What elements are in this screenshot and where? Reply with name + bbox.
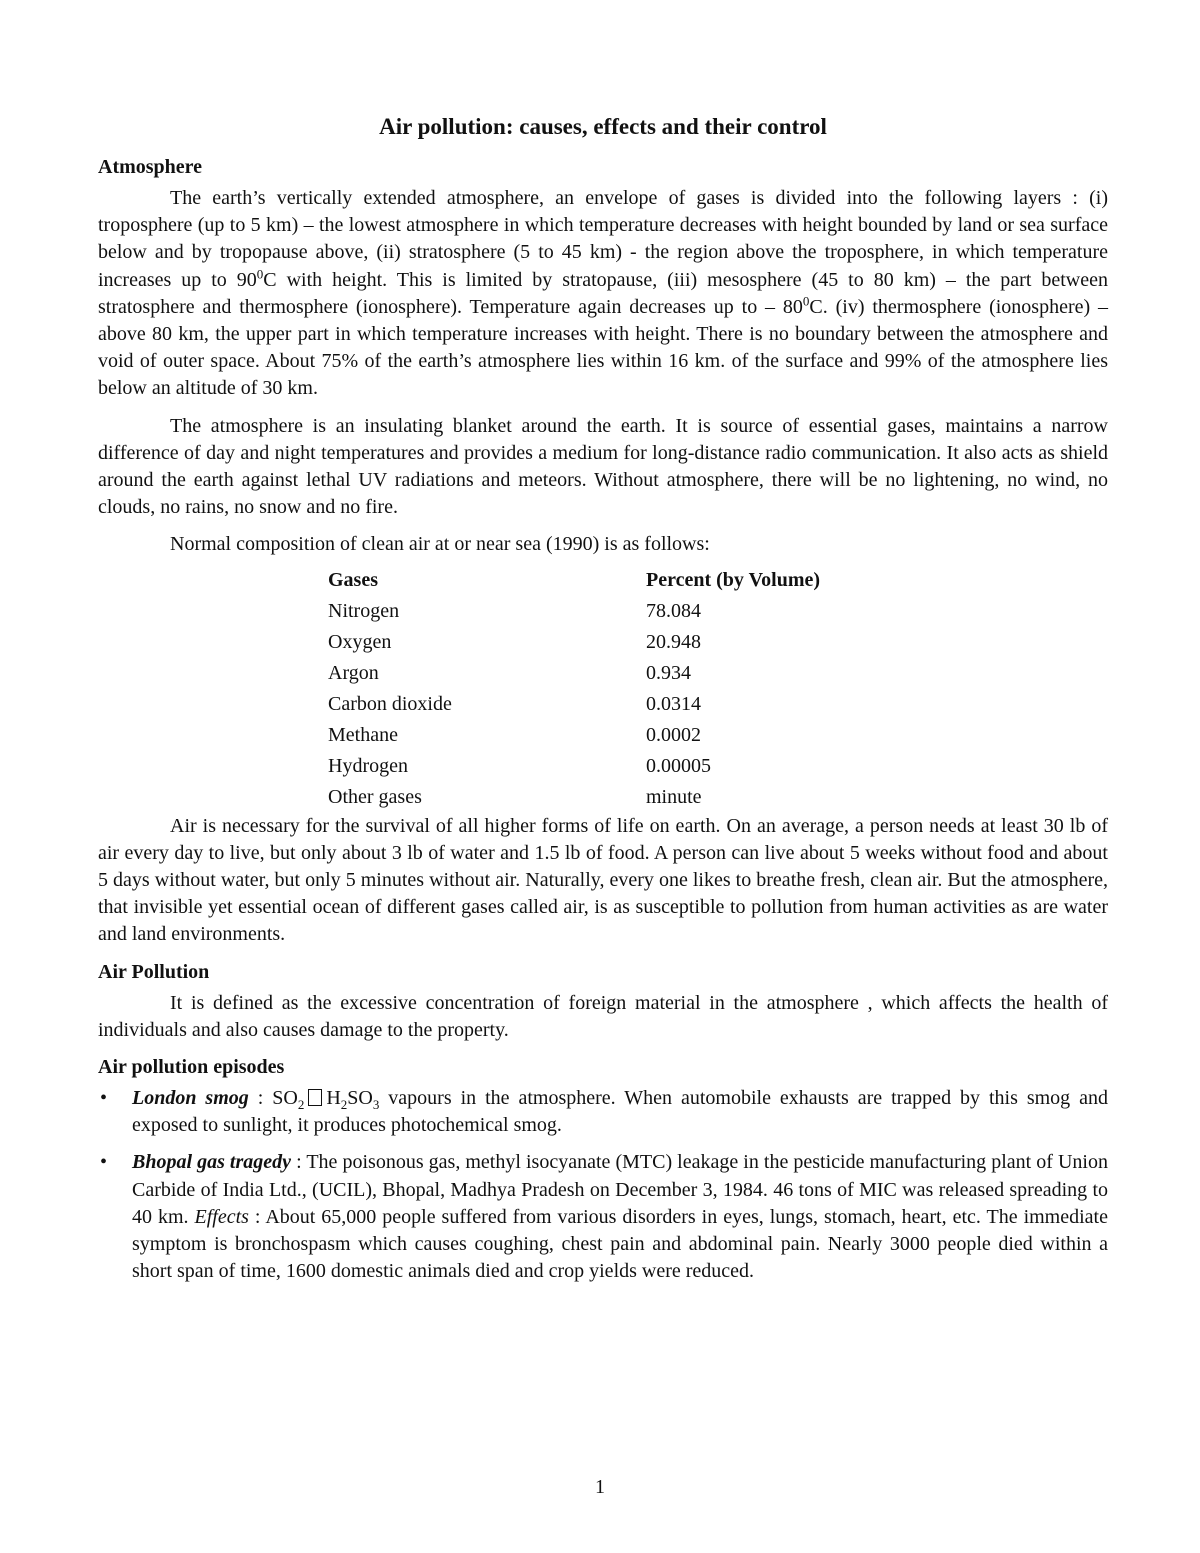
gas-name-cell: Oxygen xyxy=(328,630,392,653)
formula-so2 xyxy=(272,1087,305,1113)
degree-superscript: 0 xyxy=(256,265,264,281)
formula-text: SO xyxy=(272,1087,298,1110)
term-separator: : xyxy=(291,1151,307,1174)
term-separator: : xyxy=(248,1087,273,1110)
gas-percent-cell: 78.084 xyxy=(646,599,701,622)
term-bhopal-gas-tragedy: Bhopal gas tragedy xyxy=(132,1151,292,1174)
table-row xyxy=(328,782,906,813)
formula-subscript: 2 xyxy=(340,1097,348,1113)
episodes-heading: Air pollution episodes xyxy=(98,1056,285,1079)
gas-name-cell: Nitrogen xyxy=(328,599,400,622)
gas-name-cell: Other gases xyxy=(328,785,422,808)
term-london-smog: London smog xyxy=(132,1087,249,1110)
page-number: 1 xyxy=(595,1476,605,1498)
list-item-london-smog xyxy=(98,1085,1108,1139)
episodes-list xyxy=(98,1085,1108,1285)
bullet-icon: • xyxy=(100,1151,108,1174)
composition-intro: Normal composition of clean air at or near sea (1990) is as follows: xyxy=(170,533,710,556)
table-row xyxy=(328,596,906,627)
atmosphere-heading: Atmosphere xyxy=(98,156,203,178)
atmosphere-layers-paragraph xyxy=(98,185,1108,403)
gas-percent-cell: minute xyxy=(646,785,702,808)
document-title: Air pollution: causes, effects and their control xyxy=(379,114,827,139)
document-page xyxy=(98,112,1108,1295)
bhopal-description: The poisonous gas, methyl isocyanate (MTC) leakage in the pesticide manufacturing plant of Union Carbide of India Ltd., (UCIL), Bhopal, Madhya Pradesh on December 3, 1984. 46 tons of MIC was released spreading to 40 km. xyxy=(132,1151,1108,1228)
table-row xyxy=(328,658,906,689)
formula-text: H xyxy=(326,1087,341,1110)
paragraph-text: C. (iv) thermosphere (ionosphere) – above 80 km, the upper part in which temperature increases with height. There is no boundary between the atmosphere and void of outer space. About 75% of the earth’s atmosphere lies within 16 km. of the surface and 99% of the atmosphere lies below an altitude of 30 km. xyxy=(98,295,1109,400)
london-smog-description: vapours in the atmosphere. When automobile exhausts are trapped by this smog and exposed to sunlight, it produces photochemical smog. xyxy=(132,1087,1108,1137)
formula-h2so3 xyxy=(326,1087,380,1113)
table-row xyxy=(328,720,906,751)
table-row xyxy=(328,627,906,658)
air-pollution-heading: Air Pollution xyxy=(98,960,210,983)
air-pollution-definition: It is defined as the excessive concentration of foreign material in the atmosphere , which affects the health of individuals and also causes damage to the property. xyxy=(98,991,1108,1041)
table-header-row xyxy=(328,565,906,596)
degree-superscript: 0 xyxy=(802,293,810,309)
table-row xyxy=(328,751,906,782)
air-necessity-paragraph: Air is necessary for the survival of all higher forms of life on earth. On an average, a person needs at least 30 lb of air every day to live, but only about 3 lb of water and 1.5 lb of food. A person can live about 5 weeks without food and about 5 days without water, but only 5 minutes without air. Naturally, every one likes to breathe fresh, clean air. But the atmosphere, that invisible yet essential ocean of different gases called air, is as susceptible to pollution from human activities as are water and land environments. xyxy=(98,814,1108,946)
gas-percent-cell: 20.948 xyxy=(646,630,701,653)
bullet-icon: • xyxy=(100,1087,108,1110)
paragraph-text: The earth’s vertically extended atmosphere, an envelope of gases is divided into the following layers : (i) troposphere (up to 5 km) – the lowest atmosphere in which temperature decreases with height bounded by land or sea surface below and by tropopause above, (ii) stratosphere (5 to 45 km) - the region above the troposphere, in which temperature increases up to 90 xyxy=(98,187,1108,291)
missing-glyph-icon xyxy=(308,1089,322,1106)
gas-percent-cell: 0.934 xyxy=(646,661,691,684)
column-header-gases: Gases xyxy=(328,568,378,591)
gas-percent-cell: 0.00005 xyxy=(646,754,711,777)
formula-text: SO xyxy=(347,1087,373,1110)
column-header-percent: Percent (by Volume) xyxy=(646,568,821,591)
gas-percent-cell: 0.0002 xyxy=(646,723,701,746)
air-composition-table xyxy=(328,565,906,813)
atmosphere-blanket-paragraph: The atmosphere is an insulating blanket around the earth. It is source of essential gases, maintains a narrow difference of day and night temperatures and provides a medium for long-distance radio communication. It also acts as shield around the earth against lethal UV radiations and meteors. Without atmosphere, there will be no lightening, no wind, no clouds, no rains, no snow and no fire. xyxy=(98,414,1108,519)
list-item-bhopal-gas-tragedy xyxy=(98,1149,1108,1285)
formula-subscript: 3 xyxy=(372,1097,380,1113)
gas-name-cell: Hydrogen xyxy=(328,754,408,777)
gas-name-cell: Argon xyxy=(328,661,379,684)
paragraph-text: C with height. This is limited by stratopause, (iii) mesosphere (45 to 80 km) – the part between stratosphere and thermosphere (ionosphere). Temperature again decreases up to – 80 xyxy=(98,268,1108,318)
effects-label: Effects xyxy=(194,1205,249,1228)
gas-percent-cell: 0.0314 xyxy=(646,692,701,715)
gas-name-cell: Methane xyxy=(328,723,398,746)
formula-subscript: 2 xyxy=(297,1097,305,1113)
bhopal-effects-description: : About 65,000 people suffered from various disorders in eyes, lungs, stomach, heart, etc. The immediate symptom is bronchospasm which causes coughing, chest pain and abdominal pain. Nearly 3000 people died within a short span of time, 1600 domestic animals died and crop yields were reduced. xyxy=(132,1205,1108,1283)
table-row xyxy=(328,689,906,720)
gas-name-cell: Carbon dioxide xyxy=(328,692,452,715)
